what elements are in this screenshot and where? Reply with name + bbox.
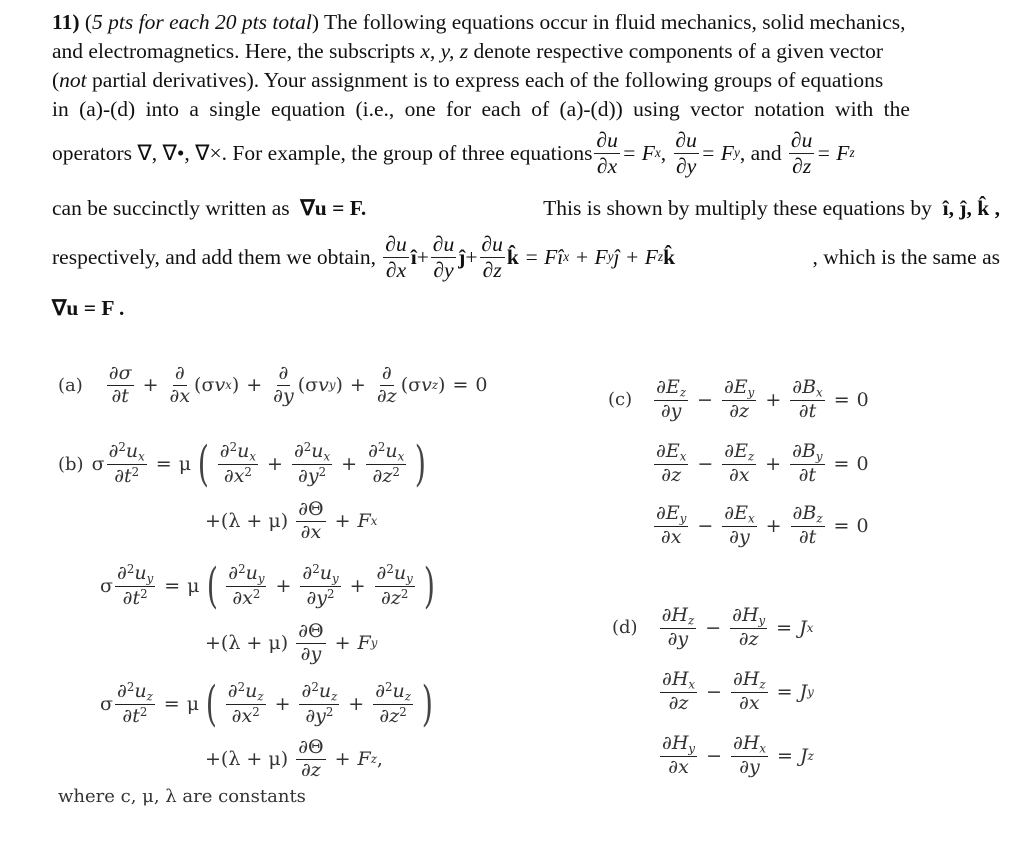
sep: , and [739, 140, 782, 165]
sep: , [660, 140, 667, 165]
equation-d-3: $\frac{\partial H_y}{\partial x}$ − $\frac{\partial H_x}{\partial y}$ = J z [662, 732, 814, 778]
equation-b-x-cont: +(λ + μ) $\frac{\partial\Theta}{\partial x}$ + F x [205, 498, 378, 543]
paren: ( [52, 68, 60, 92]
label-c: (c) [608, 389, 633, 411]
sub: x [654, 145, 661, 160]
sum-frac-y: $\frac{\partial u}{\partial y}$ [432, 231, 455, 282]
sum-frac-z: $\frac{\partial u}{\partial z}$ [481, 231, 503, 282]
shown-text: This is shown by multiply these equations by [543, 196, 932, 220]
sum-rhs: k̂ [663, 244, 676, 269]
intro-text: denote respective components of a given vector [473, 39, 884, 63]
intro-text: and electromagnetics. Here, the subscripts [52, 39, 415, 63]
equation-b-z-cont: +(λ + μ) $\frac{\partial\Theta}{\partial z}$ + F z , [205, 736, 383, 781]
succinct-line [52, 196, 1000, 221]
sub: z [849, 145, 855, 160]
intro-line-1: 11) (5 pts for each 20 pts total) The following equations occur in fluid mechanics, solid mechanics, [52, 10, 906, 34]
equation-a: (a) $\frac{\partial\sigma}{\partial t}$ + $\frac{\partial}{\partial x}$ (σ v x ) + $\frac{\partial}{\partial y}$ (σ v y ) + $\frac{\partial}{\partial z}$ (σ v z ) = 0 [58, 362, 488, 407]
equation-d-1: (d) $\frac{\partial H_z}{\partial y}$ − $\frac{\partial H_y}{\partial z}$ = J x [612, 604, 814, 650]
k-hat: k̂ [506, 244, 519, 269]
points-note: 5 pts for each 20 pts total [92, 10, 312, 34]
equation-b-y: σ $\frac{\partial^2u_y}{\partial t^2}$ = μ ( $\frac{\partial^2u_y}{\partial x^2}$ + $\frac{\partial^2u_y}{\partial y^2}$ + $\frac{\partial^2u_y}{\partial z^2}$ ) [100, 558, 435, 614]
example-line [52, 128, 855, 178]
succinct-equation: ∇u = F. [300, 196, 367, 220]
equation-c-1: (c) $\frac{\partial E_z}{\partial y}$ − $\frac{\partial E_y}{\partial z}$ + $\frac{\partial B_x}{\partial t}$ = 0 [608, 376, 869, 422]
j-hat: ĵ [458, 244, 466, 269]
respectively-text: respectively, and add them we obtain, [52, 244, 376, 269]
label-a: (a) [58, 374, 83, 396]
equation-b-z: σ $\frac{\partial^2u_z}{\partial t^2}$ = μ ( $\frac{\partial^2u_z}{\partial x^2}$ + $\frac{\partial^2u_z}{\partial y^2}$ + $\frac{\partial^2u_z}{\partial z^2}$ ) [100, 676, 433, 732]
i-hat: î [410, 244, 417, 269]
final-equation: ∇u = F . [52, 296, 125, 320]
label-b: (b) [58, 453, 84, 475]
sum-frac-x: $\frac{\partial u}{\partial x}$ [385, 231, 407, 282]
intro-line-4 [52, 97, 1000, 122]
succinct-text: can be succinctly written as [52, 196, 290, 220]
constants-note: where c, μ, λ are constants [58, 786, 306, 807]
intro-line-2 [52, 39, 1000, 64]
equation-b-x: (b) σ $\frac{\partial^2u_x}{\partial t^2}$ = μ ( $\frac{\partial^2u_x}{\partial x^2}$ + $\frac{\partial^2u_x}{\partial y^2}$ + $\frac{\partial^2u_x}{\partial z^2}$ ) [58, 436, 427, 492]
example-fraction-z: $\frac{\partial u}{\partial z}$ [791, 127, 813, 178]
intro-line-3 [52, 68, 883, 93]
subscript-vars: x, y, z [420, 39, 469, 63]
problem-number: 11) [52, 10, 80, 34]
equation-c-3: $\frac{\partial E_y}{\partial x}$ − $\frac{\partial E_x}{\partial y}$ + $\frac{\partial B_z}{\partial t}$ = 0 [656, 502, 869, 548]
intro-text: partial derivatives). Your assignment is to express each of the following groups of equations [92, 68, 884, 92]
intro-text: The following equations occur in fluid mechanics, solid mechanics, [323, 10, 906, 34]
sub: y [733, 145, 740, 160]
emphasis-not: not [59, 68, 87, 92]
sum-rhs: + F [574, 244, 608, 269]
example-rhs: = F [816, 140, 850, 165]
label-d: (d) [612, 617, 638, 639]
intro-text: in (a)-(d) into a single equation (i.e., one for each of (a)-(d)) using vector notation with the [52, 97, 910, 121]
example-fraction-y: $\frac{\partial u}{\partial y}$ [675, 127, 697, 178]
operators-text: operators ∇, ∇•, ∇×. For example, the group of three equations [52, 140, 593, 165]
example-rhs: = F [621, 140, 655, 165]
sum-line: respectively, and add them we obtain, $\frac{\partial u}{\partial x}$ î + $\frac{\partial u}{\partial y}$ ĵ + $\frac{\partial u}{\partial z}$ k̂ = Fî x + F y ĵ + F z k̂ , which is the same as [52, 231, 1000, 282]
example-rhs: = F [700, 140, 734, 165]
equation-c-2: $\frac{\partial E_x}{\partial z}$ − $\frac{\partial E_z}{\partial x}$ + $\frac{\partial B_y}{\partial t}$ = 0 [656, 440, 869, 486]
same-as-text: , which is the same as [812, 244, 1000, 269]
equation-b-y-cont: +(λ + μ) $\frac{\partial\Theta}{\partial y}$ + F y [205, 620, 378, 665]
sum-rhs: ĵ + F [613, 244, 658, 269]
sum-rhs: = Fî [524, 244, 564, 269]
equation-d-2: $\frac{\partial H_x}{\partial z}$ − $\frac{\partial H_z}{\partial x}$ = J y [662, 668, 814, 714]
unit-vectors: î, ĵ, k̂ , [942, 196, 1000, 220]
example-fraction-x: $\frac{\partial u}{\partial x}$ [596, 127, 618, 178]
